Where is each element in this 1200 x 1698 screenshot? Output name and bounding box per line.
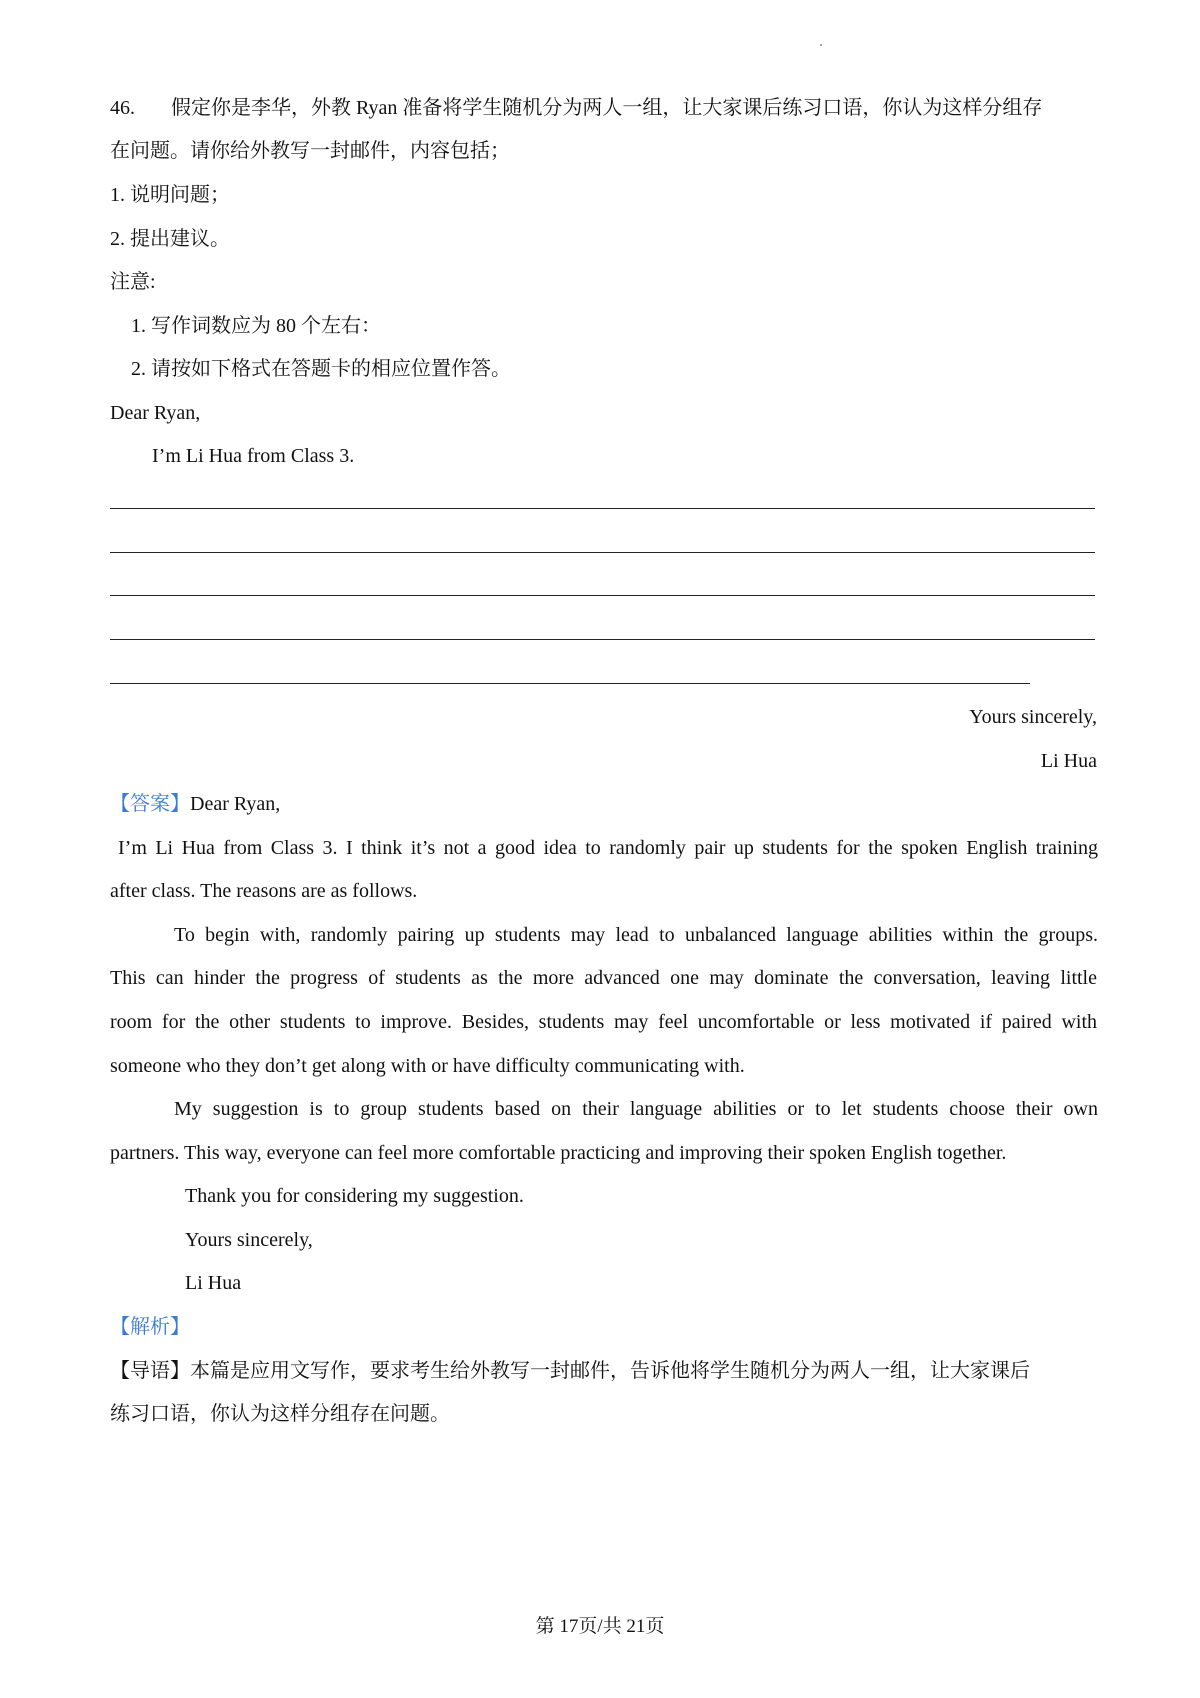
- answer-blank-line: [110, 508, 1095, 509]
- answer-p2-line1: To begin with, randomly pairing up students may lead to unbalanced language abilities within the groups.: [174, 924, 1098, 946]
- notes-label: 注意:: [110, 271, 156, 293]
- answer-blank-line: [110, 683, 1030, 684]
- answer-p3-line1: My suggestion is to group students based on their language abilities or to let students choose their own: [174, 1098, 1098, 1120]
- question-number: 46.: [110, 97, 135, 119]
- answer-thanks: Thank you for considering my suggestion.: [185, 1185, 524, 1207]
- answer-p1-line2: after class. The reasons are as follows.: [110, 880, 418, 902]
- question-line-1: [110, 94, 1042, 122]
- answer-signature: Li Hua: [185, 1272, 242, 1294]
- answer-p2-line2: This can hinder the progress of students as the more advanced one may dominate the conversation, leaving little: [110, 967, 1097, 989]
- page-speck: [820, 44, 822, 46]
- answer-blank-line: [110, 639, 1095, 640]
- answer-closing: Yours sincerely,: [185, 1229, 313, 1251]
- answer-p3-line2: partners. This way, everyone can feel more comfortable practicing and improving their spoken English together.: [110, 1142, 1007, 1164]
- letter-greeting: Dear Ryan,: [110, 402, 201, 424]
- letter-closing: Yours sincerely,: [969, 706, 1097, 728]
- answer-p2-line4: someone who they don’t get along with or have difficulty communicating with.: [110, 1055, 745, 1077]
- page-footer: 第 17页/共 21页: [535, 1616, 665, 1637]
- answer-blank-line: [110, 595, 1095, 596]
- guide-tag: 【导语】: [110, 1360, 190, 1382]
- analysis-tag: 【解析】: [110, 1316, 190, 1338]
- question-prompt-2: 在问题。请你给外教写一封邮件，内容包括；: [110, 140, 510, 162]
- question-item-2: 2. 提出建议。: [110, 228, 230, 250]
- letter-signature: Li Hua: [1040, 750, 1097, 772]
- question-prompt-1: 假定你是李华，外教 Ryan 准备将学生随机分为两人一组，让大家课后练习口语，你认为这样分组存: [171, 97, 1043, 119]
- guide-text-1: 本篇是应用文写作，要求考生给外教写一封邮件，告诉他将学生随机分为两人一组，让大家课后: [190, 1360, 1030, 1382]
- note-1: 1. 写作词数应为 80 个左右：: [131, 315, 381, 337]
- answer-tag: 【答案】: [110, 793, 190, 815]
- answer-p2-line3: room for the other students to improve. Besides, students may feel uncomfortable or less motivated if paired with: [110, 1011, 1097, 1033]
- analysis-guide-line1: [110, 1357, 1030, 1385]
- note-2: 2. 请按如下格式在答题卡的相应位置作答。: [131, 358, 511, 380]
- analysis-guide-line2: 练习口语，你认为这样分组存在问题。: [110, 1403, 450, 1425]
- answer-p1-line1: I’m Li Hua from Class 3. I think it’s not a good idea to randomly pair up students for the spoken English training: [118, 837, 1098, 859]
- answer-blank-line: [110, 552, 1095, 553]
- answer-header: [110, 790, 280, 818]
- question-item-1: 1. 说明问题；: [110, 184, 230, 206]
- letter-opening: I’m Li Hua from Class 3.: [152, 445, 355, 467]
- answer-greeting: Dear Ryan,: [190, 793, 281, 815]
